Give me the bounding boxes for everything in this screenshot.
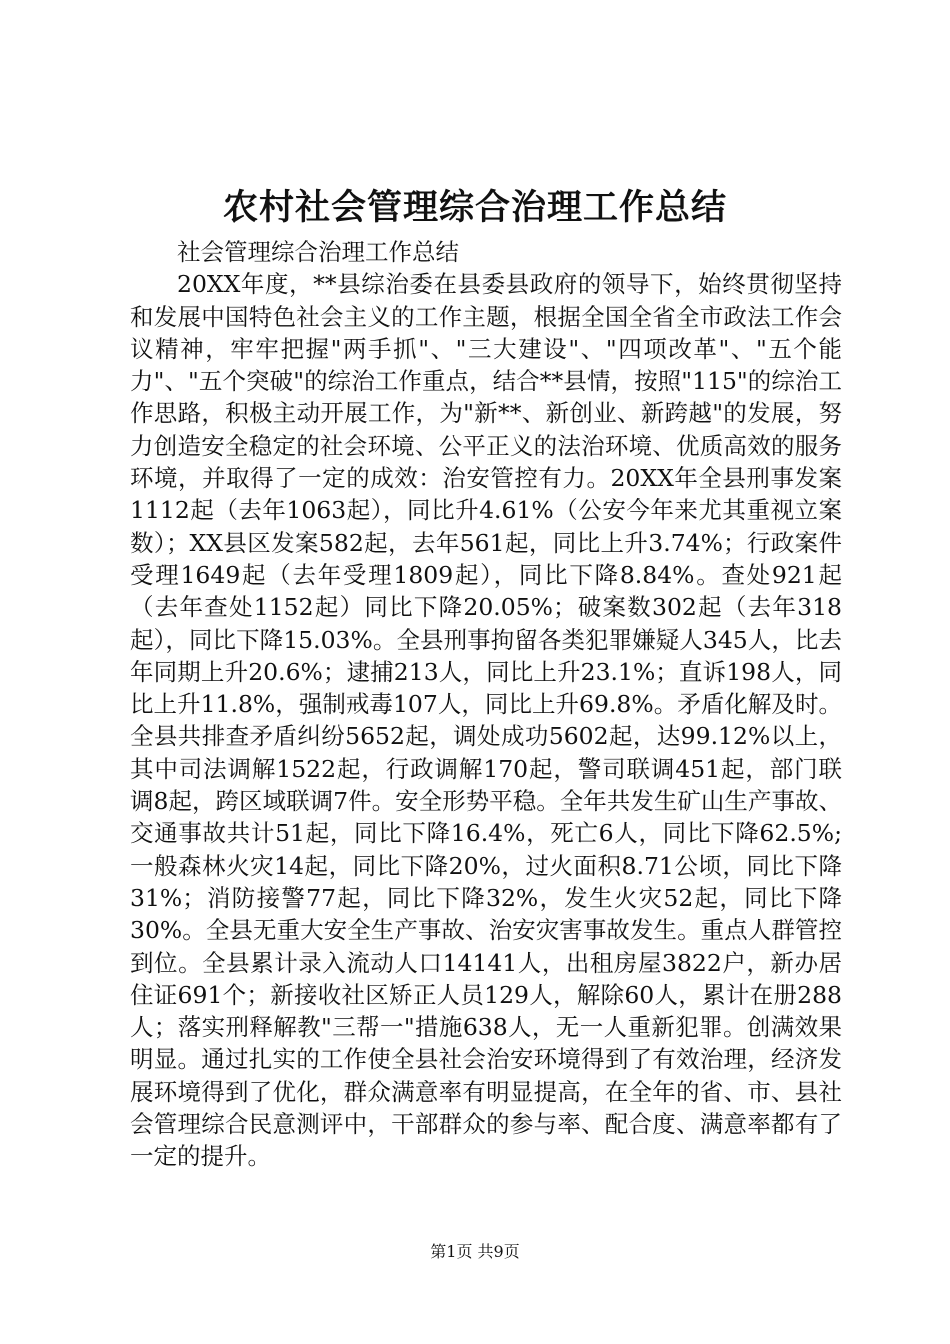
document-title: 农村社会管理综合治理工作总结 [222,187,727,228]
document-subtitle: 社会管理综合治理工作总结 [177,238,459,266]
document-body [130,236,842,1173]
page-footer: 第1页 共9页 [430,1242,520,1261]
document-paragraph: 20XX年度，**县综治委在县委县政府的领导下，始终贯彻坚持和发展中国特色社会主义的工作主题，根据全国全省全市政法工作会议精神，牢牢把握"两手抓"、"三大建设"、"四项改革"、"五个能力"、"五个突破"的综治工作重点，结合**县情，按照"115"的综治工作思路，积极主动开展工作，为"新**、新创业、新跨越"的发展，努力创造安全稳定的社会环境、公平正义的法治环境、优质高效的服务环境，并取得了一定的成效：治安管控有力。20XX年全县刑事发案1112起（去年1063起），同比升4.61%（公安今年来尤其重视立案数）；XX县区发案582起，去年561起，同比上升3.74%；行政案件受理1649起（去年受理1809起），同比下降8.84%。查处921起（去年查处1152起）同比下降20.05%；破案数302起（去年318起），同比下降15.03%。全县刑事拘留各类犯罪嫌疑人345人，比去年同期上升20.6%；逮捕213人，同比上升23.1%；直诉198人，同比上升11.8%，强制戒毒107人，同比上升69.8%。矛盾化解及时。全县共排查矛盾纠纷5652起，调处成功5602起，达99.12%以上，其中司法调解1522起，行政调解170起，警司联调451起，部门联调8起，跨区域联调7件。安全形势平稳。全年共发生矿山生产事故、交通事故共计51起，同比下降16.4%，死亡6人，同比下降62.5%;一般森林火灾14起，同比下降20%，过火面积8.71公顷，同比下降31%；消防接警77起，同比下降32%，发生火灾52起，同比下降30%。全县无重大安全生产事故、治安灾害事故发生。重点人群管控到位。全县累计录入流动人口14141人，出租房屋3822户，新办居住证691个；新接收社区矫正人员129人，解除60人，累计在册288人；落实刑释解教"三帮一"措施638人，无一人重新犯罪。创满效果明显。通过扎实的工作使全县社会治安环境得到了有效治理，经济发展环境得到了优化，群众满意率有明显提高，在全年的省、市、县社会管理综合民意测评中，干部群众的参与率、配合度、满意率都有了一定的提升。 [130,270,842,1171]
